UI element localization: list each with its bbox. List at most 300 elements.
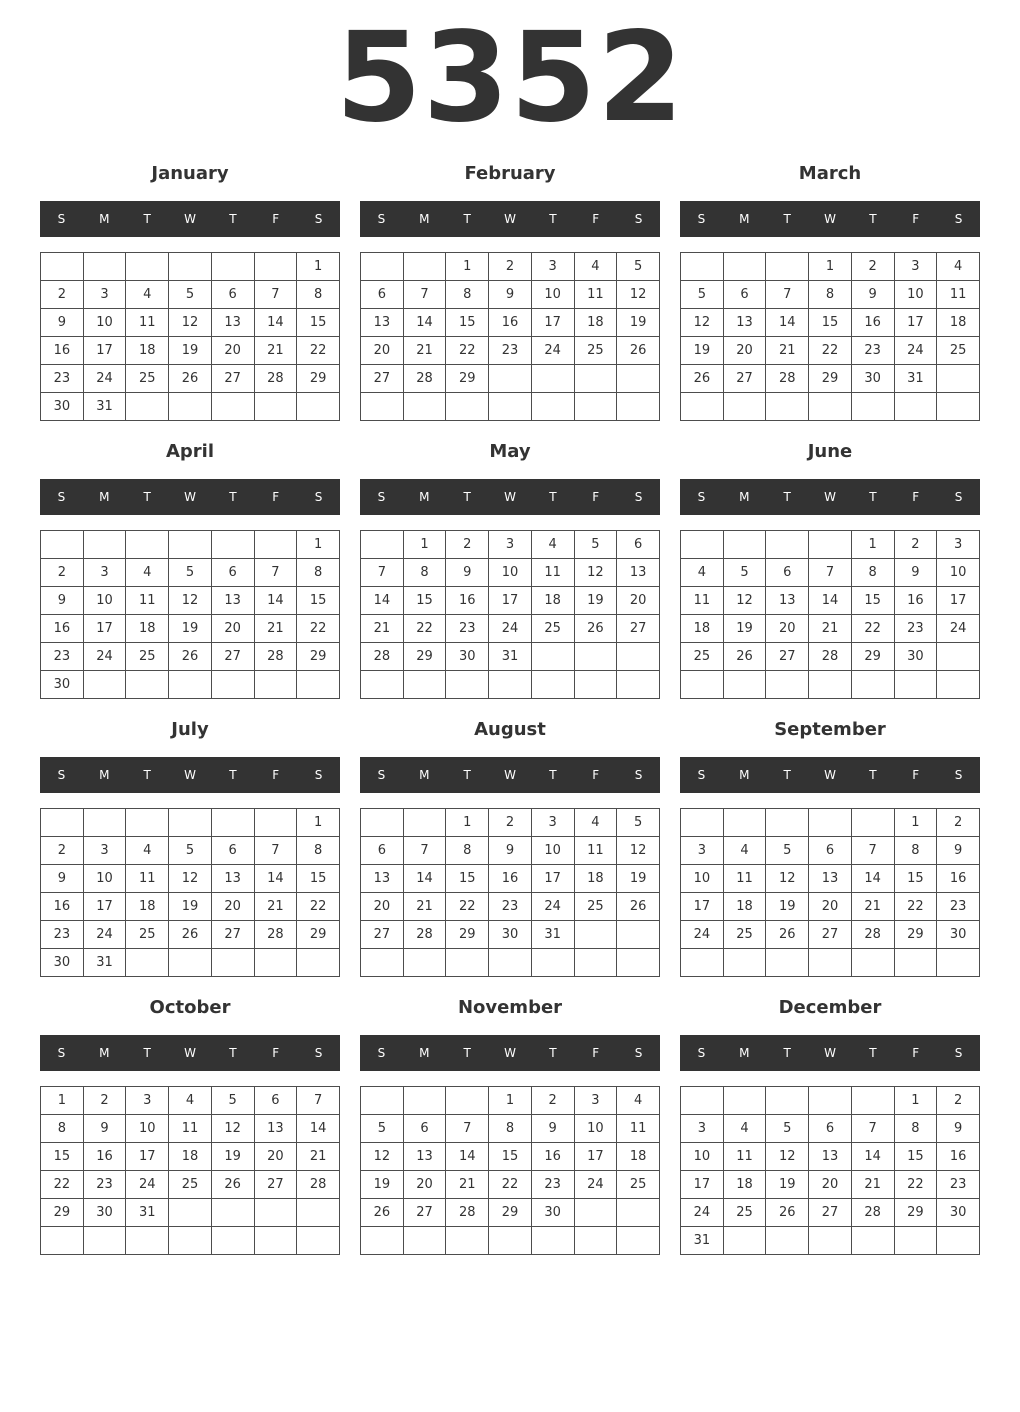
day-cell xyxy=(766,531,809,559)
week-row xyxy=(361,531,660,559)
week-row xyxy=(681,837,980,865)
day-cell xyxy=(617,393,660,421)
week-row xyxy=(361,1227,660,1255)
day-cell xyxy=(169,253,212,281)
week-row xyxy=(681,559,980,587)
day-cell: 21 xyxy=(851,1171,894,1199)
day-cell: 17 xyxy=(531,309,574,337)
day-cell: 6 xyxy=(361,837,404,865)
day-cell: 15 xyxy=(894,865,937,893)
day-cell xyxy=(297,1199,340,1227)
day-cell: 1 xyxy=(297,253,340,281)
day-cell: 21 xyxy=(446,1171,489,1199)
month-name: February xyxy=(464,163,556,184)
day-cell xyxy=(41,1227,84,1255)
weekday-label: S xyxy=(954,1046,963,1060)
weekday-label: T xyxy=(783,768,791,782)
weekday-label: T xyxy=(869,768,877,782)
day-cell: 9 xyxy=(41,587,84,615)
week-row xyxy=(361,1087,660,1115)
day-cell xyxy=(531,1227,574,1255)
weekday-label: T xyxy=(869,1046,877,1060)
day-cell: 21 xyxy=(254,893,297,921)
day-cell xyxy=(254,253,297,281)
month-name: September xyxy=(774,719,886,740)
day-cell: 9 xyxy=(531,1115,574,1143)
day-cell: 19 xyxy=(169,893,212,921)
day-cell xyxy=(851,1087,894,1115)
weekday-label: S xyxy=(634,212,643,226)
day-cell: 20 xyxy=(211,337,254,365)
day-cell xyxy=(169,949,212,977)
day-cell: 27 xyxy=(211,365,254,393)
day-cell: 1 xyxy=(489,1087,532,1115)
weekday-header xyxy=(40,1035,340,1071)
day-cell: 4 xyxy=(574,809,617,837)
day-cell xyxy=(681,949,724,977)
day-cell: 1 xyxy=(446,253,489,281)
day-cell: 5 xyxy=(574,531,617,559)
day-cell: 26 xyxy=(617,893,660,921)
day-cell: 3 xyxy=(83,281,126,309)
day-cell xyxy=(361,531,404,559)
week-row xyxy=(681,615,980,643)
day-cell xyxy=(446,671,489,699)
week-row xyxy=(361,309,660,337)
week-row xyxy=(681,337,980,365)
day-cell: 4 xyxy=(126,559,169,587)
day-cell xyxy=(894,1227,937,1255)
day-cell: 10 xyxy=(681,1143,724,1171)
day-cell xyxy=(254,1199,297,1227)
day-cell xyxy=(617,643,660,671)
day-cell: 5 xyxy=(766,837,809,865)
week-row xyxy=(681,531,980,559)
day-cell: 28 xyxy=(851,1199,894,1227)
day-cell xyxy=(126,1227,169,1255)
day-cell xyxy=(681,253,724,281)
day-cell: 22 xyxy=(809,337,852,365)
weekday-label: T xyxy=(783,212,791,226)
day-cell xyxy=(489,949,532,977)
day-cell: 7 xyxy=(254,281,297,309)
day-cell: 20 xyxy=(361,893,404,921)
day-cell: 20 xyxy=(617,587,660,615)
day-cell xyxy=(809,1087,852,1115)
day-cell: 10 xyxy=(574,1115,617,1143)
day-cell xyxy=(297,671,340,699)
day-cell: 23 xyxy=(894,615,937,643)
weekday-label: S xyxy=(377,768,386,782)
weekday-header xyxy=(40,757,340,793)
day-cell: 17 xyxy=(531,865,574,893)
day-cell: 22 xyxy=(894,1171,937,1199)
day-cell xyxy=(937,365,980,393)
month-name: December xyxy=(778,997,882,1018)
day-cell: 2 xyxy=(937,809,980,837)
week-row xyxy=(41,643,340,671)
day-cell: 1 xyxy=(297,531,340,559)
day-cell: 7 xyxy=(254,837,297,865)
week-row xyxy=(361,1143,660,1171)
day-cell: 12 xyxy=(766,865,809,893)
week-row xyxy=(681,253,980,281)
day-cell xyxy=(254,809,297,837)
day-cell xyxy=(723,949,766,977)
day-cell: 28 xyxy=(766,365,809,393)
day-cell: 21 xyxy=(766,337,809,365)
day-cell: 14 xyxy=(809,587,852,615)
day-cell xyxy=(851,949,894,977)
day-cell xyxy=(361,253,404,281)
weekday-label: F xyxy=(272,490,280,504)
day-cell: 4 xyxy=(723,837,766,865)
day-cell: 12 xyxy=(169,587,212,615)
day-cell: 6 xyxy=(809,837,852,865)
day-cell: 21 xyxy=(403,337,446,365)
day-cell xyxy=(41,809,84,837)
week-row xyxy=(361,365,660,393)
day-cell xyxy=(574,671,617,699)
day-cell: 6 xyxy=(211,559,254,587)
week-row xyxy=(361,865,660,893)
day-cell: 14 xyxy=(254,309,297,337)
day-cell xyxy=(211,393,254,421)
day-cell: 17 xyxy=(83,337,126,365)
day-cell: 18 xyxy=(574,309,617,337)
day-cell: 16 xyxy=(489,309,532,337)
day-cell: 23 xyxy=(41,365,84,393)
weekday-label: W xyxy=(184,1046,196,1060)
week-row xyxy=(681,365,980,393)
week-row xyxy=(681,643,980,671)
day-cell xyxy=(126,393,169,421)
day-cell: 11 xyxy=(574,837,617,865)
day-cell: 17 xyxy=(937,587,980,615)
week-row xyxy=(41,921,340,949)
day-cell: 30 xyxy=(41,949,84,977)
day-cell: 26 xyxy=(169,643,212,671)
week-row xyxy=(41,281,340,309)
day-cell: 30 xyxy=(894,643,937,671)
day-cell: 2 xyxy=(531,1087,574,1115)
day-cell xyxy=(211,531,254,559)
day-cell: 25 xyxy=(681,643,724,671)
day-cell: 29 xyxy=(489,1199,532,1227)
day-cell: 18 xyxy=(126,615,169,643)
day-cell xyxy=(41,531,84,559)
year-title: 5352 xyxy=(335,6,685,150)
day-cell: 15 xyxy=(297,309,340,337)
day-cell: 5 xyxy=(169,281,212,309)
day-cell xyxy=(723,253,766,281)
weekday-label: W xyxy=(504,1046,516,1060)
day-cell: 5 xyxy=(361,1115,404,1143)
day-cell xyxy=(126,253,169,281)
day-cell: 20 xyxy=(809,1171,852,1199)
day-cell: 6 xyxy=(809,1115,852,1143)
day-cell xyxy=(126,531,169,559)
weekday-label: S xyxy=(314,1046,323,1060)
day-cell: 11 xyxy=(723,1143,766,1171)
day-cell: 23 xyxy=(937,1171,980,1199)
day-cell: 21 xyxy=(851,893,894,921)
day-cell: 2 xyxy=(851,253,894,281)
day-cell: 2 xyxy=(489,253,532,281)
day-cell: 25 xyxy=(723,921,766,949)
week-row xyxy=(41,559,340,587)
weekday-header xyxy=(40,201,340,237)
weekday-label: M xyxy=(99,212,110,226)
weekday-label: M xyxy=(419,212,430,226)
day-cell: 2 xyxy=(41,837,84,865)
day-cell xyxy=(403,253,446,281)
weekday-label: T xyxy=(869,212,877,226)
week-row xyxy=(361,921,660,949)
day-cell: 13 xyxy=(211,865,254,893)
weekday-label: T xyxy=(783,490,791,504)
day-cell: 23 xyxy=(531,1171,574,1199)
day-cell: 1 xyxy=(894,809,937,837)
day-cell: 14 xyxy=(851,865,894,893)
week-row xyxy=(361,809,660,837)
day-cell xyxy=(254,531,297,559)
day-cell: 8 xyxy=(297,281,340,309)
day-cell: 8 xyxy=(894,837,937,865)
day-cell: 9 xyxy=(851,281,894,309)
day-cell: 11 xyxy=(937,281,980,309)
day-cell xyxy=(681,1087,724,1115)
day-cell: 9 xyxy=(937,837,980,865)
day-cell: 18 xyxy=(723,893,766,921)
day-cell: 3 xyxy=(894,253,937,281)
week-row xyxy=(41,1227,340,1255)
day-cell: 25 xyxy=(126,643,169,671)
week-row xyxy=(41,1087,340,1115)
day-cell: 9 xyxy=(894,559,937,587)
day-cell: 3 xyxy=(531,809,574,837)
day-cell: 2 xyxy=(489,809,532,837)
day-cell: 18 xyxy=(126,893,169,921)
day-cell xyxy=(361,1227,404,1255)
day-cell xyxy=(211,1227,254,1255)
day-cell: 4 xyxy=(681,559,724,587)
week-row xyxy=(41,531,340,559)
weekday-label: F xyxy=(592,490,600,504)
day-cell xyxy=(723,393,766,421)
day-cell xyxy=(681,393,724,421)
week-row xyxy=(361,949,660,977)
day-cell: 17 xyxy=(83,615,126,643)
day-cell xyxy=(489,365,532,393)
day-cell: 3 xyxy=(531,253,574,281)
weekday-label: W xyxy=(184,212,196,226)
week-row xyxy=(681,949,980,977)
day-cell: 18 xyxy=(574,865,617,893)
day-cell xyxy=(894,671,937,699)
day-cell: 8 xyxy=(446,837,489,865)
weekday-label: S xyxy=(954,490,963,504)
day-cell: 22 xyxy=(403,615,446,643)
day-cell xyxy=(531,643,574,671)
day-cell: 2 xyxy=(894,531,937,559)
day-cell xyxy=(937,393,980,421)
day-cell: 31 xyxy=(894,365,937,393)
day-cell: 16 xyxy=(489,865,532,893)
day-cell xyxy=(403,1227,446,1255)
day-cell: 16 xyxy=(937,1143,980,1171)
weekday-header xyxy=(360,479,660,515)
day-cell: 10 xyxy=(489,559,532,587)
day-cell: 22 xyxy=(489,1171,532,1199)
day-grid xyxy=(360,252,660,421)
day-cell: 3 xyxy=(574,1087,617,1115)
weekday-header xyxy=(360,201,660,237)
day-cell: 2 xyxy=(446,531,489,559)
day-cell: 24 xyxy=(83,643,126,671)
week-row xyxy=(681,809,980,837)
day-cell: 31 xyxy=(531,921,574,949)
day-cell: 27 xyxy=(211,643,254,671)
day-cell: 27 xyxy=(809,1199,852,1227)
day-cell: 10 xyxy=(531,837,574,865)
weekday-label: F xyxy=(592,768,600,782)
day-cell: 23 xyxy=(41,643,84,671)
day-cell: 19 xyxy=(169,615,212,643)
day-cell: 1 xyxy=(851,531,894,559)
weekday-label: S xyxy=(954,768,963,782)
day-cell: 13 xyxy=(254,1115,297,1143)
day-cell xyxy=(361,949,404,977)
day-cell: 17 xyxy=(126,1143,169,1171)
day-cell xyxy=(531,393,574,421)
day-cell: 5 xyxy=(766,1115,809,1143)
day-cell: 30 xyxy=(531,1199,574,1227)
day-cell: 24 xyxy=(681,921,724,949)
week-row xyxy=(681,309,980,337)
day-cell: 20 xyxy=(211,893,254,921)
day-cell: 11 xyxy=(681,587,724,615)
weekday-label: W xyxy=(184,490,196,504)
day-cell: 4 xyxy=(574,253,617,281)
day-cell: 28 xyxy=(809,643,852,671)
day-cell: 6 xyxy=(766,559,809,587)
week-row xyxy=(681,1171,980,1199)
week-row xyxy=(361,615,660,643)
weekday-header xyxy=(680,757,980,793)
day-cell: 26 xyxy=(169,365,212,393)
day-cell: 15 xyxy=(894,1143,937,1171)
day-cell: 21 xyxy=(297,1143,340,1171)
weekday-label: T xyxy=(143,768,151,782)
day-cell: 28 xyxy=(254,365,297,393)
day-cell: 17 xyxy=(574,1143,617,1171)
day-cell: 22 xyxy=(446,337,489,365)
weekday-label: W xyxy=(184,768,196,782)
day-cell: 22 xyxy=(297,337,340,365)
day-cell: 16 xyxy=(851,309,894,337)
day-cell: 22 xyxy=(446,893,489,921)
day-cell: 9 xyxy=(446,559,489,587)
weekday-label: T xyxy=(549,212,557,226)
day-cell: 14 xyxy=(254,865,297,893)
day-cell: 4 xyxy=(169,1087,212,1115)
day-cell xyxy=(574,921,617,949)
day-cell xyxy=(297,393,340,421)
day-cell: 3 xyxy=(126,1087,169,1115)
day-cell xyxy=(766,393,809,421)
day-cell: 17 xyxy=(894,309,937,337)
day-cell xyxy=(169,671,212,699)
day-cell: 1 xyxy=(41,1087,84,1115)
weekday-label: S xyxy=(57,768,66,782)
day-cell: 13 xyxy=(361,309,404,337)
weekday-label: F xyxy=(272,1046,280,1060)
day-cell xyxy=(681,809,724,837)
day-cell xyxy=(126,671,169,699)
day-cell: 27 xyxy=(254,1171,297,1199)
weekday-label: T xyxy=(463,1046,471,1060)
weekday-header xyxy=(360,1035,660,1071)
day-cell: 15 xyxy=(809,309,852,337)
day-cell: 29 xyxy=(403,643,446,671)
day-cell: 19 xyxy=(723,615,766,643)
day-cell: 31 xyxy=(83,393,126,421)
day-cell xyxy=(254,1227,297,1255)
day-cell: 13 xyxy=(211,309,254,337)
day-cell: 2 xyxy=(937,1087,980,1115)
week-row xyxy=(361,1115,660,1143)
day-cell: 16 xyxy=(446,587,489,615)
day-cell xyxy=(574,1199,617,1227)
day-cell: 22 xyxy=(297,893,340,921)
day-cell: 23 xyxy=(489,337,532,365)
day-grid xyxy=(360,530,660,699)
day-grid xyxy=(680,808,980,977)
day-cell xyxy=(361,809,404,837)
day-cell: 12 xyxy=(766,1143,809,1171)
day-cell: 29 xyxy=(297,365,340,393)
day-cell xyxy=(766,671,809,699)
weekday-label: F xyxy=(272,212,280,226)
day-cell: 26 xyxy=(169,921,212,949)
day-cell xyxy=(531,671,574,699)
day-cell xyxy=(937,949,980,977)
day-cell: 22 xyxy=(297,615,340,643)
week-row xyxy=(361,559,660,587)
weekday-header xyxy=(680,201,980,237)
day-cell: 26 xyxy=(617,337,660,365)
day-cell: 27 xyxy=(809,921,852,949)
day-cell xyxy=(211,253,254,281)
day-cell: 3 xyxy=(681,837,724,865)
day-cell: 29 xyxy=(894,921,937,949)
day-cell: 5 xyxy=(617,809,660,837)
day-cell xyxy=(574,949,617,977)
day-cell xyxy=(723,671,766,699)
day-cell: 16 xyxy=(531,1143,574,1171)
day-cell: 14 xyxy=(766,309,809,337)
weekday-label: S xyxy=(377,490,386,504)
day-cell: 9 xyxy=(41,865,84,893)
day-cell xyxy=(617,1199,660,1227)
day-cell: 9 xyxy=(489,281,532,309)
day-cell: 4 xyxy=(531,531,574,559)
weekday-label: S xyxy=(314,490,323,504)
weekday-label: W xyxy=(504,490,516,504)
week-row xyxy=(361,671,660,699)
day-cell: 15 xyxy=(41,1143,84,1171)
